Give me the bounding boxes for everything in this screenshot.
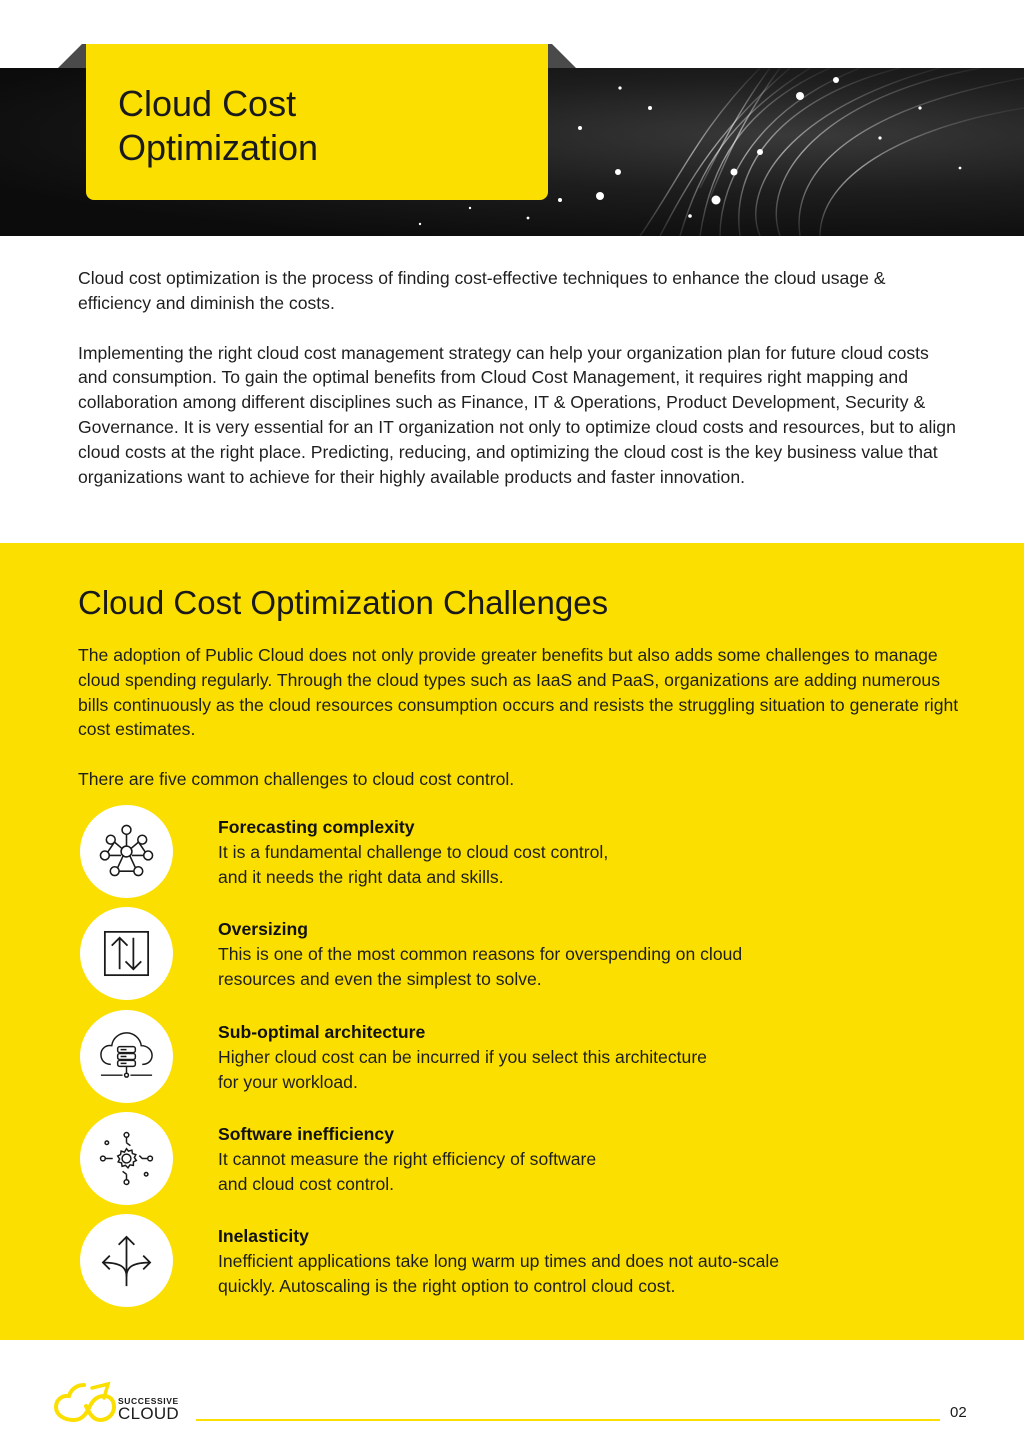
challenge-title: Sub-optimal architecture [218,1022,426,1042]
challenge-description-line: quickly. Autoscaling is the right option to control cloud cost. [218,1275,676,1296]
challenge-item [0,1214,1024,1314]
challenge-description-line: Higher cloud cost can be incurred if you select this architecture [218,1047,707,1067]
challenge-description-line: It is a fundamental challenge to cloud cost control, [218,842,609,862]
challenge-text [218,917,918,992]
network-nodes-icon [97,822,156,881]
challenge-title: Software inefficiency [218,1124,394,1144]
icon-circle [80,1214,173,1307]
icon-circle [80,1112,173,1205]
challenge-item [0,805,1024,905]
icon-circle [80,1010,173,1103]
challenge-description-line: for your workload. [218,1071,358,1092]
page-number: 02 [950,1404,967,1421]
section-heading: Cloud Cost Optimization Challenges [78,584,609,621]
challenge-title: Inelasticity [218,1226,309,1246]
intro-paragraph: Implementing the right cloud cost management strategy can help your organization plan for future cloud costs and consumption. To gain the optimal benefits from Cloud Cost Management, it requires right mapping and collaboration among different disciplines such as Finance, IT & Operations, Product Development, Security & Governance. It is very essential for an IT organization not only to optimize cloud costs and resources, but to align cloud costs at the right place. Predicting, reducing, and optimizing the cloud cost is the key business value that organizations want to achieve for their highly available products and faster innovation. [78,342,956,487]
challenge-text [218,1122,918,1197]
up-down-arrows-icon [97,924,156,983]
challenge-description-line: resources and even the simplest to solve. [218,968,542,989]
challenge-description-line: This is one of the most common reasons for overspending on cloud [218,944,743,964]
icon-circle [80,907,173,1000]
split-arrows-icon [97,1231,156,1290]
challenges-paragraph: There are five common challenges to cloud cost control. [78,769,515,790]
logo-text-top: SUCCESSIVE [118,1396,179,1406]
challenge-item [0,1112,1024,1212]
successive-cloud-logo [52,1380,192,1426]
page-footer [0,1340,1024,1448]
challenge-item [0,907,1024,1007]
challenge-text [218,1020,918,1095]
challenge-item [0,1010,1024,1110]
challenge-title: Oversizing [218,919,308,939]
challenge-description-line: Inefficient applications take long warm up times and does not auto-scale [218,1251,780,1271]
gear-circuit-icon [97,1129,156,1188]
challenge-text [218,1224,918,1299]
challenges-paragraph: The adoption of Public Cloud does not only provide greater benefits but also adds some challenges to manage cloud spending regularly. Through the cloud types such as IaaS and PaaS, organizations are adding numerous bills continuously as the cloud resources consumption occurs and resists the struggling situation to generate right cost estimates. [78,645,959,740]
challenge-description-line: and cloud cost control. [218,1173,395,1194]
intro-section [78,266,958,489]
challenge-text [218,815,918,890]
cloud-server-icon [97,1027,156,1086]
cloud-logo-icon [52,1380,120,1426]
title-tab [86,44,548,200]
intro-paragraph: Cloud cost optimization is the process of finding cost-effective techniques to enhance the cloud usage & efficiency and diminish the costs. [78,268,886,313]
challenges-section [0,543,1024,1340]
challenge-description-line: It cannot measure the right efficiency of software [218,1149,597,1169]
challenge-description-line: and it needs the right data and skills. [218,866,504,887]
footer-divider [196,1419,940,1421]
challenge-title: Forecasting complexity [218,817,415,837]
challenges-intro [78,643,968,792]
page-title: Cloud Cost Optimization [118,83,319,168]
logo-text-bottom: CLOUD [118,1404,180,1423]
icon-circle [80,805,173,898]
